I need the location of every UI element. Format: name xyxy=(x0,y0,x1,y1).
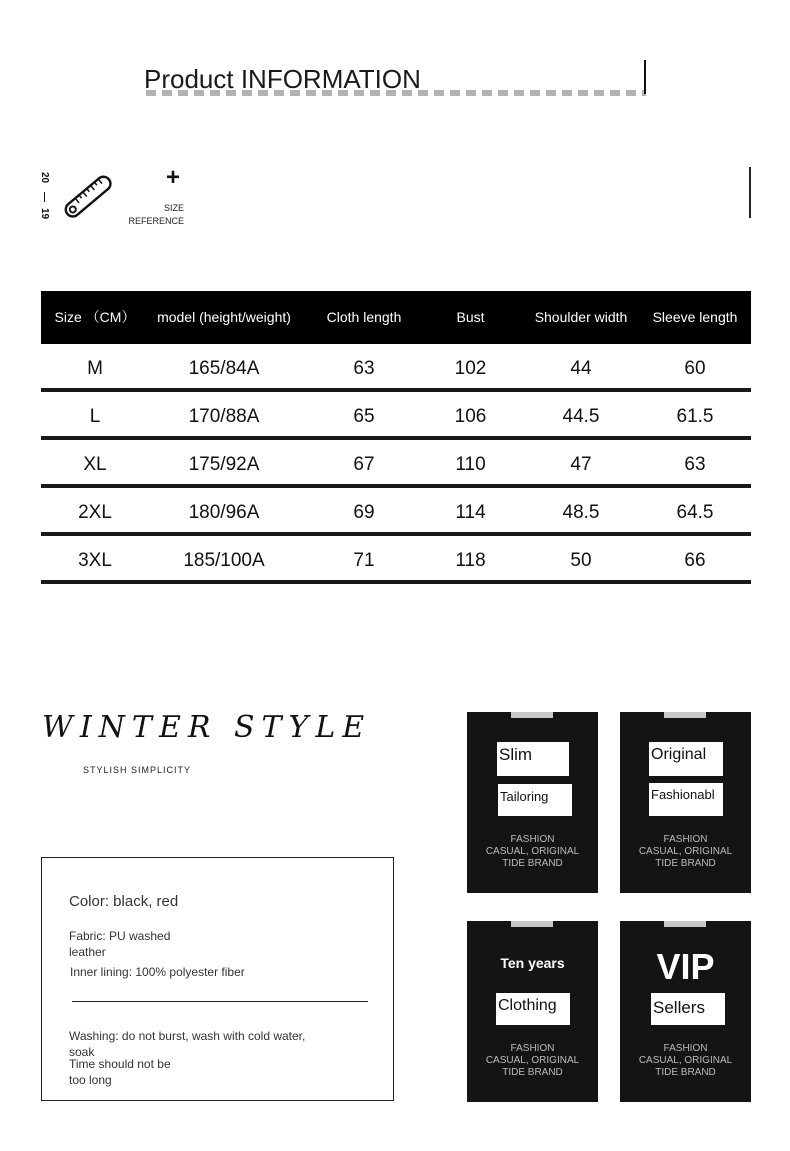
badge-fashion-text xyxy=(467,1043,598,1079)
washing-line1: Washing: do not burst, wash with cold water, xyxy=(69,1029,306,1043)
badge-top-label: Ten years xyxy=(500,955,565,971)
badge-top-label: Slim xyxy=(497,742,569,776)
fashion-line3: TIDE BRAND xyxy=(502,1067,563,1078)
cell-model: 180/96A xyxy=(188,502,260,523)
cell-size: 2XL xyxy=(78,502,112,523)
cell-shoulder-width: 50 xyxy=(570,550,592,571)
fashion-line1: FASHION xyxy=(663,834,708,845)
header-cloth-length: Cloth length xyxy=(326,309,402,325)
cell-model: 165/84A xyxy=(188,358,260,379)
header-bust: Bust xyxy=(456,309,485,325)
time-line2: too long xyxy=(69,1073,112,1087)
cell-sleeve-length: 66 xyxy=(684,550,706,571)
badge-tab xyxy=(664,921,706,927)
cell-shoulder-width: 48.5 xyxy=(562,502,600,523)
cell-shoulder-width: 44.5 xyxy=(562,406,600,427)
cell-cloth-length: 63 xyxy=(353,358,375,379)
cell-sleeve-length: 61.5 xyxy=(676,406,714,427)
cell-size: L xyxy=(89,406,101,427)
info-divider xyxy=(72,1001,368,1002)
cell-size: M xyxy=(87,358,103,379)
plus-icon: + xyxy=(166,164,181,191)
fabric-line1: Fabric: PU washed xyxy=(69,929,171,943)
cell-model: 185/100A xyxy=(183,550,265,571)
page-title: Product INFORMATION xyxy=(144,64,421,94)
size-reference-line1: SIZE xyxy=(163,203,184,213)
size-reference-line2: REFERENCE xyxy=(128,216,184,226)
year-bottom: 19 xyxy=(39,208,50,220)
badge-mid-label: Fashionabl xyxy=(649,783,723,816)
badge-fashion-text xyxy=(620,1043,751,1079)
product-info-box xyxy=(41,857,394,1101)
size-reference-label xyxy=(118,202,184,228)
badge-tab xyxy=(511,921,553,927)
badge-top-label: VIP xyxy=(656,946,715,987)
year-top: 20 xyxy=(39,172,50,184)
fashion-line2: CASUAL, ORIGINAL xyxy=(638,1055,733,1066)
cell-cloth-length: 65 xyxy=(353,406,375,427)
table-row xyxy=(41,536,751,584)
badge-mid-label: Tailoring xyxy=(498,784,572,816)
cell-sleeve-length: 64.5 xyxy=(676,502,714,523)
table-row xyxy=(41,488,751,536)
winter-style-subtitle: STYLISH SIMPLICITY xyxy=(83,765,192,775)
cell-size: XL xyxy=(83,454,107,475)
cell-model: 170/88A xyxy=(188,406,260,427)
fashion-line1: FASHION xyxy=(663,1043,708,1054)
fabric-line2: leather xyxy=(69,945,106,959)
fashion-line2: CASUAL, ORIGINAL xyxy=(638,846,733,857)
cell-model: 175/92A xyxy=(188,454,260,475)
table-header xyxy=(41,291,751,344)
cell-cloth-length: 69 xyxy=(353,502,375,523)
cell-size: 3XL xyxy=(78,550,112,571)
year-dash: — xyxy=(39,192,50,202)
table-row xyxy=(41,392,751,440)
fashion-line1: FASHION xyxy=(510,1043,555,1054)
vertical-divider xyxy=(749,167,751,218)
table-row xyxy=(41,440,751,488)
badge-ten-years-clothing xyxy=(467,921,598,1102)
cell-bust: 110 xyxy=(455,454,486,475)
winter-style-title: WINTER STYLE xyxy=(42,710,372,745)
cell-bust: 102 xyxy=(454,358,487,379)
fashion-line3: TIDE BRAND xyxy=(655,1067,716,1078)
badge-top-label: Original xyxy=(649,742,723,776)
size-table xyxy=(41,291,751,584)
badge-mid-label: Clothing xyxy=(496,993,570,1025)
fashion-line1: FASHION xyxy=(510,834,555,845)
color-info: Color: black, red xyxy=(69,893,179,910)
badge-vip-sellers xyxy=(620,921,751,1102)
badge-mid-label: Sellers xyxy=(651,993,725,1025)
table-row xyxy=(41,344,751,392)
header-model: model (height/weight) xyxy=(157,309,291,325)
cell-bust: 106 xyxy=(454,406,487,427)
cell-sleeve-length: 60 xyxy=(684,358,706,379)
fashion-line2: CASUAL, ORIGINAL xyxy=(485,1055,580,1066)
badge-tab xyxy=(511,712,553,718)
fashion-line3: TIDE BRAND xyxy=(655,858,716,869)
page-title-block xyxy=(140,58,648,100)
year-label xyxy=(38,172,52,224)
fabric-info xyxy=(69,928,170,960)
cell-cloth-length: 67 xyxy=(353,454,375,475)
header-size: Size （CM） xyxy=(54,309,136,325)
fashion-line2: CASUAL, ORIGINAL xyxy=(485,846,580,857)
cell-cloth-length: 71 xyxy=(353,550,375,571)
cell-shoulder-width: 44 xyxy=(570,358,592,379)
badge-original-fashionable xyxy=(620,712,751,893)
cell-bust: 118 xyxy=(455,550,486,571)
badge-tab xyxy=(664,712,706,718)
washing-line2: soak xyxy=(69,1045,95,1059)
header-shoulder-width: Shoulder width xyxy=(534,309,628,325)
cell-shoulder-width: 47 xyxy=(570,454,592,475)
title-divider xyxy=(644,60,646,94)
header-sleeve-length: Sleeve length xyxy=(652,309,738,325)
badge-fashion-text xyxy=(620,834,751,870)
badge-slim-tailoring xyxy=(467,712,598,893)
ruler-icon xyxy=(58,170,118,226)
badge-fashion-text xyxy=(467,834,598,870)
time-line1: Time should not be xyxy=(69,1057,171,1071)
time-info xyxy=(69,1056,171,1088)
cell-sleeve-length: 63 xyxy=(684,454,706,475)
lining-info: Inner lining: 100% polyester fiber xyxy=(70,965,245,979)
fashion-line3: TIDE BRAND xyxy=(502,858,563,869)
cell-bust: 114 xyxy=(455,502,486,523)
